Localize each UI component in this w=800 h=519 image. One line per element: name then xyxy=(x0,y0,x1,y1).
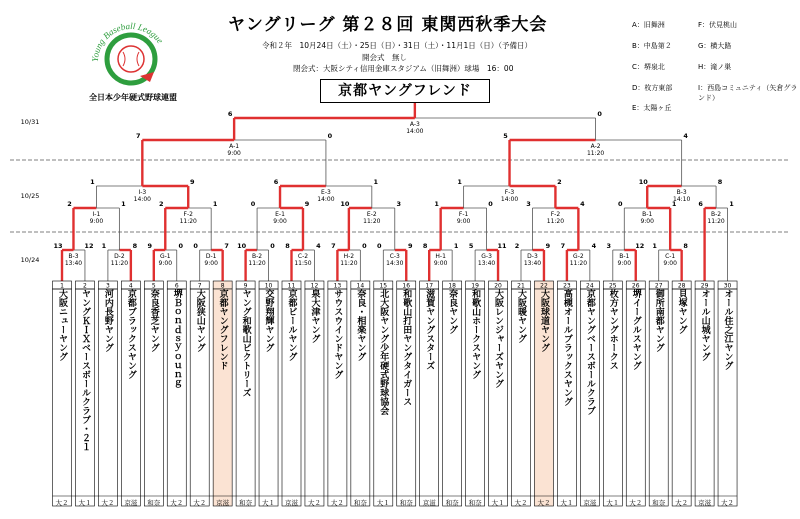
team-entry xyxy=(558,289,576,497)
team-number: 2 xyxy=(83,282,87,290)
match-time: 11:20 xyxy=(363,218,381,225)
team-name: 和歌山打田ヤングタイガース xyxy=(401,289,412,406)
team-entry xyxy=(397,289,415,497)
score-right: 1 xyxy=(212,200,218,208)
team-name: 大阪ニューヤング xyxy=(57,289,67,361)
team-number: 6 xyxy=(174,282,179,290)
team-district: 大２ xyxy=(629,499,643,507)
match-time: 9:00 xyxy=(456,218,471,225)
team-entry xyxy=(581,289,599,497)
round-date: 10/31 xyxy=(20,118,40,126)
team-name: 大阪狭山ヤング xyxy=(194,289,205,352)
score-left: 0 xyxy=(377,242,382,250)
team-number: 28 xyxy=(677,282,686,290)
team-district: 京滋 xyxy=(698,499,712,507)
team-district: 大２ xyxy=(514,499,528,507)
score-left: 6 xyxy=(698,200,703,208)
score-right: 9 xyxy=(189,178,195,186)
team-district: 和奈 xyxy=(147,499,161,507)
match-time: 14:00 xyxy=(317,196,335,203)
match-id: I-3 xyxy=(138,189,147,196)
match-id: A-3 xyxy=(409,121,420,128)
match-time: 13:40 xyxy=(64,260,83,267)
match-id: H-1 xyxy=(435,253,446,260)
team-entry xyxy=(512,289,530,497)
score-right: 1 xyxy=(373,178,379,186)
match-id: F-1 xyxy=(458,211,469,218)
team-name: オール山城ヤング xyxy=(699,289,710,361)
match-id: E-1 xyxy=(275,211,285,218)
match-time: 14:00 xyxy=(500,196,519,203)
team-entry xyxy=(168,289,186,497)
team-district: 大２ xyxy=(170,499,184,507)
score-left: 3 xyxy=(526,200,531,208)
team-name: 京都ブラックスヤング xyxy=(125,289,136,379)
match-time: 11:20 xyxy=(546,218,565,225)
match-id: B-2 xyxy=(252,253,263,260)
legend-item: H：滝ノ巣 xyxy=(698,63,732,71)
team-name: 堺Ｂｏｎｄｓｙｏｕｎｇ xyxy=(171,289,182,388)
team-entry xyxy=(420,289,438,497)
legend-item: A：旧舞洲 xyxy=(632,21,665,29)
team-name: 大阪球道ヤング xyxy=(538,289,549,352)
team-entry xyxy=(237,289,255,497)
team-entry xyxy=(650,289,668,497)
team-number: 13 xyxy=(333,282,342,290)
team-district: 大１ xyxy=(491,499,505,507)
team-entry xyxy=(374,289,392,497)
team-number: 18 xyxy=(448,282,456,290)
match-time: 9:00 xyxy=(227,150,241,157)
score-left: 1 xyxy=(101,242,107,250)
team-entry xyxy=(122,289,140,497)
score-right: 0 xyxy=(597,110,602,118)
score-left: 9 xyxy=(147,242,153,250)
legend-item: B：中島第２ xyxy=(632,42,672,50)
team-number: 21 xyxy=(517,282,525,290)
round-date: 10/25 xyxy=(20,192,40,200)
match-id: G-1 xyxy=(159,253,171,260)
match-time: 9:00 xyxy=(663,260,677,267)
team-name: 大阪レンジャーズヤング xyxy=(493,289,504,388)
team-number: 16 xyxy=(402,282,411,290)
team-entry xyxy=(673,289,691,497)
team-number: 26 xyxy=(631,282,640,290)
match-time: 9:00 xyxy=(89,218,104,225)
match-id: E-2 xyxy=(366,211,377,218)
team-district: 大１ xyxy=(606,499,620,507)
match-time: 13:40 xyxy=(477,260,496,267)
match-time: 11:50 xyxy=(294,260,312,267)
team-entry xyxy=(214,289,232,497)
match-id: I-1 xyxy=(92,211,101,218)
team-district: 大１ xyxy=(262,499,276,507)
score-left: 10 xyxy=(340,200,350,208)
score-left: 3 xyxy=(606,242,612,250)
team-district: 大２ xyxy=(101,499,115,507)
score-left: 1 xyxy=(434,200,439,208)
match-id: A-2 xyxy=(590,143,601,150)
match-id: F-2 xyxy=(183,211,193,218)
score-right: 8 xyxy=(717,178,723,186)
match-time: 14:00 xyxy=(406,128,424,135)
team-entry xyxy=(260,289,278,497)
logo-org-text: 全日本少年硬式野球連盟 xyxy=(89,93,177,102)
score-right: 12 xyxy=(635,242,645,250)
team-entry xyxy=(328,289,346,497)
team-number: 1 xyxy=(60,282,64,290)
team-number: 7 xyxy=(197,282,202,290)
match-id: B-3 xyxy=(68,253,79,260)
match-id: G-3 xyxy=(481,253,492,260)
team-entry xyxy=(489,289,507,497)
team-district: 京滋 xyxy=(422,499,436,507)
match-id: B-2 xyxy=(711,211,722,218)
match-time: 14:00 xyxy=(133,196,151,203)
legend-item: E：太陽ヶ丘 xyxy=(632,104,672,112)
score-left: 7 xyxy=(331,242,336,250)
score-left: 5 xyxy=(468,242,474,250)
opening-ceremony: 開会式 無し xyxy=(362,53,407,62)
match-id: F-2 xyxy=(550,211,561,218)
round-date: 10/24 xyxy=(20,256,40,264)
team-entry xyxy=(604,289,622,497)
score-right: 0 xyxy=(270,242,275,250)
score-right: 4 xyxy=(683,132,688,140)
team-district: 大２ xyxy=(193,499,207,507)
team-entry xyxy=(443,289,461,497)
score-right: 4 xyxy=(591,242,597,250)
team-name: ヤングＫＩＸベースボールクラブ・２１ xyxy=(79,289,90,451)
match-id: C-2 xyxy=(297,253,309,260)
team-entry xyxy=(351,289,369,497)
logo-arc-text: Young Baseball League xyxy=(89,20,166,63)
team-entry xyxy=(627,289,645,497)
match-id: E-3 xyxy=(321,189,331,196)
score-left: 0 xyxy=(618,200,623,208)
score-right: 9 xyxy=(407,242,413,250)
team-district: 和奈 xyxy=(239,499,253,507)
team-entry xyxy=(719,289,737,497)
score-right: 3 xyxy=(396,200,402,208)
team-name: 泉大津ヤング xyxy=(309,289,320,343)
score-left: 6 xyxy=(273,178,279,186)
score-left: 13 xyxy=(53,242,63,250)
team-number: 11 xyxy=(287,282,296,290)
team-district: 大２ xyxy=(675,499,689,507)
team-name: 河内長野ヤング xyxy=(102,289,113,352)
score-right: 8 xyxy=(132,242,138,250)
team-number: 23 xyxy=(563,282,571,290)
score-right: 7 xyxy=(224,242,229,250)
team-name: オール住之江ヤング xyxy=(722,289,733,370)
team-district: 大１ xyxy=(376,499,390,507)
score-right: 12 xyxy=(84,242,94,250)
score-left: 1 xyxy=(457,178,462,186)
match-time: 11:20 xyxy=(248,260,266,267)
team-entry xyxy=(76,289,94,497)
score-right: 1 xyxy=(453,242,459,250)
match-id: C-1 xyxy=(665,253,676,260)
score-right: 4 xyxy=(580,200,585,208)
team-number: 25 xyxy=(608,282,617,290)
team-district: 和奈 xyxy=(399,499,413,507)
team-name: サウスウインドヤング xyxy=(332,289,343,379)
match-id: B-1 xyxy=(642,211,653,218)
team-number: 15 xyxy=(379,282,388,290)
match-time: 9:00 xyxy=(433,260,448,267)
team-number: 20 xyxy=(494,282,502,290)
score-left: 0 xyxy=(193,242,198,250)
team-district: 和奈 xyxy=(353,499,367,507)
score-right: 1 xyxy=(729,200,734,208)
team-entry xyxy=(466,289,484,497)
team-district: 和奈 xyxy=(468,499,482,507)
score-right: 0 xyxy=(488,200,493,208)
score-left: 2 xyxy=(67,200,72,208)
match-id: B-1 xyxy=(619,253,630,260)
team-name: 高槻オールブラックスヤング xyxy=(561,289,572,406)
team-number: 27 xyxy=(654,282,663,290)
team-district: 京滋 xyxy=(124,499,138,507)
team-district: 大２ xyxy=(537,499,551,507)
team-number: 29 xyxy=(700,282,709,290)
team-name: 京都ヤングベースボールクラブ xyxy=(584,289,595,415)
score-right: 1 xyxy=(671,200,677,208)
team-district: 和奈 xyxy=(445,499,459,507)
match-time: 9:00 xyxy=(204,260,218,267)
team-district: 大１ xyxy=(560,499,574,507)
score-left: 7 xyxy=(136,132,141,140)
team-district: 和奈 xyxy=(652,499,666,507)
match-id: D-1 xyxy=(205,253,217,260)
team-district: 大２ xyxy=(55,499,69,507)
team-name: 貝塚ヤング xyxy=(676,289,687,334)
team-number: 22 xyxy=(540,282,548,290)
team-number: 14 xyxy=(356,282,365,290)
match-time: 11:20 xyxy=(340,260,358,267)
team-entry xyxy=(191,289,209,497)
score-right: 8 xyxy=(683,242,688,250)
match-time: 11:20 xyxy=(179,218,197,225)
team-number: 17 xyxy=(425,282,434,290)
match-time: 11:20 xyxy=(569,260,588,267)
team-district: 京滋 xyxy=(216,499,230,507)
match-id: H-2 xyxy=(343,253,355,260)
team-number: 10 xyxy=(264,282,273,290)
score-left: 10 xyxy=(638,178,648,186)
page-title: ヤングリーグ 第２８回 東関西秋季大会 xyxy=(228,15,548,35)
match-time: 9:00 xyxy=(273,218,287,225)
team-name: 京都ヤングフレンド xyxy=(217,289,228,370)
match-id: D-2 xyxy=(114,253,125,260)
team-name: 滋賀ヤングスターズ xyxy=(424,289,435,370)
match-id: F-3 xyxy=(504,189,515,196)
match-time: 13:40 xyxy=(523,260,542,267)
score-left: 10 xyxy=(237,242,247,250)
team-number: 12 xyxy=(310,282,319,290)
match-id: G-2 xyxy=(573,253,584,260)
team-name: 交野翔輝ヤング xyxy=(263,289,274,352)
score-left: 7 xyxy=(560,242,566,250)
score-right: 11 xyxy=(497,242,507,250)
team-entry xyxy=(99,289,117,497)
team-name: 奈良・相楽ヤング xyxy=(355,289,366,361)
team-name: 京都ビールヤング xyxy=(286,289,297,361)
score-right: 9 xyxy=(545,242,551,250)
score-left: 8 xyxy=(285,242,290,250)
team-district: 京滋 xyxy=(285,499,298,507)
team-entry xyxy=(696,289,714,497)
score-right: 4 xyxy=(316,242,321,250)
score-left: 1 xyxy=(90,178,95,186)
team-number: 8 xyxy=(220,282,225,290)
score-right: 9 xyxy=(304,200,310,208)
team-number: 5 xyxy=(151,282,156,290)
score-left: 6 xyxy=(227,110,233,118)
score-left: 8 xyxy=(422,242,428,250)
legend-item: I：西島コミュニティ（矢倉グランド） xyxy=(698,84,798,102)
team-name: 堺イーグルスヤング xyxy=(630,289,641,370)
team-entry xyxy=(283,289,301,497)
legend-item: C：堺泉北 xyxy=(632,63,665,71)
score-right: 0 xyxy=(178,242,184,250)
match-time: 9:00 xyxy=(617,260,632,267)
score-left: 2 xyxy=(514,242,520,250)
team-number: 3 xyxy=(105,282,110,290)
team-number: 9 xyxy=(243,282,248,290)
team-district: 大１ xyxy=(78,499,92,507)
team-district: 大２ xyxy=(721,499,735,507)
team-name: 北大阪ヤング少年硬式野球協会 xyxy=(378,289,389,415)
score-right: 1 xyxy=(121,200,126,208)
team-name: 大阪暖ヤング xyxy=(516,289,526,343)
score-left: 1 xyxy=(652,242,657,250)
team-number: 24 xyxy=(586,282,594,290)
match-time: 9:00 xyxy=(640,218,654,225)
team-number: 30 xyxy=(723,282,732,290)
match-id: C-3 xyxy=(389,253,400,260)
team-entry xyxy=(145,289,163,497)
score-right: 2 xyxy=(557,178,562,186)
score-left: 5 xyxy=(503,132,508,140)
match-id: D-3 xyxy=(527,253,538,260)
team-name: 御所南都ヤング xyxy=(653,289,664,352)
team-district: 京滋 xyxy=(583,499,597,507)
score-left: 2 xyxy=(159,200,164,208)
team-entry xyxy=(305,289,323,497)
team-district: 大２ xyxy=(307,499,321,507)
match-id: B-3 xyxy=(676,189,687,196)
team-number: 19 xyxy=(471,282,479,290)
closing-ceremony-venue: 閉会式：大阪シティ信用金庫スタジアム（旧舞洲）球場 16：00 xyxy=(293,64,514,73)
team-entry xyxy=(53,289,71,497)
legend-item: D：枚方東部 xyxy=(632,84,673,92)
team-name: ヤング和歌山ビクトリーズ xyxy=(240,289,251,397)
match-id: A-1 xyxy=(229,143,240,150)
match-time: 14:10 xyxy=(673,196,691,203)
match-time: 11:20 xyxy=(110,260,129,267)
match-time: 14:30 xyxy=(386,260,404,267)
score-right: 0 xyxy=(362,242,367,250)
team-name: 奈良香芝ヤング xyxy=(148,289,159,352)
team-district: 大２ xyxy=(330,499,344,507)
team-number: 4 xyxy=(128,282,133,290)
team-entry xyxy=(535,289,553,497)
match-time: 11:20 xyxy=(586,150,605,157)
tournament-dates: 令和２年 10月24日（土）・25日（日）・31日（土）・11月1日（日）（予備日） xyxy=(262,41,532,50)
legend-item: F：伏見桃山 xyxy=(698,21,738,29)
match-time: 9:00 xyxy=(158,260,173,267)
match-time: 11:20 xyxy=(707,218,725,225)
team-name: 和歌山ホークスヤング xyxy=(470,289,481,379)
team-name: 奈良ヤング xyxy=(447,289,458,334)
score-right: 0 xyxy=(327,132,333,140)
team-name: 枚方ヤングホークス xyxy=(607,289,618,370)
champion-box: 京都ヤングフレンド xyxy=(320,79,490,103)
legend-item: G：横大路 xyxy=(698,42,732,50)
score-left: 0 xyxy=(250,200,256,208)
